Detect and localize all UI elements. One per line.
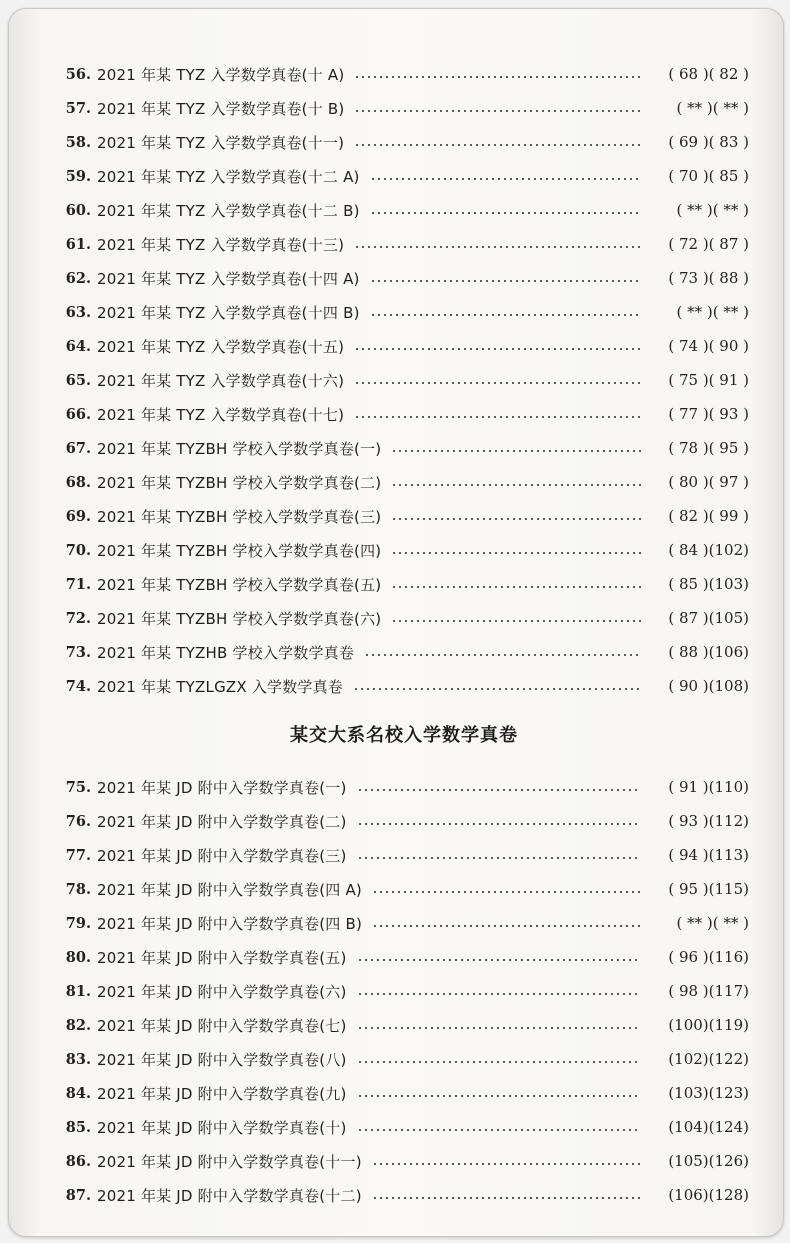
entry-title: 2021 年某 TYZ 入学数学真卷(十 B) — [97, 99, 345, 118]
dot-leader — [354, 348, 641, 350]
dot-leader — [364, 654, 641, 656]
toc-entry — [49, 329, 749, 363]
dot-leader — [391, 484, 641, 486]
document-page — [8, 8, 784, 1237]
entry-title: 2021 年某 TYZBH 学校入学数学真卷(五) — [97, 575, 382, 594]
entry-number: 56. — [65, 65, 91, 83]
entry-pages: (106)(128) — [668, 1186, 749, 1204]
dot-leader — [357, 1027, 641, 1029]
entry-number: 61. — [65, 235, 91, 253]
entry-title: 2021 年某 JD 附中入学数学真卷(四 A) — [97, 880, 362, 899]
entry-pages: ( 96 )(116) — [668, 948, 749, 966]
entry-pages: ( ** )( ** ) — [676, 201, 749, 219]
entry-title: 2021 年某 JD 附中入学数学真卷(十一) — [97, 1152, 362, 1171]
entry-number: 76. — [65, 812, 91, 830]
entry-title: 2021 年某 JD 附中入学数学真卷(八) — [97, 1050, 347, 1069]
entry-title: 2021 年某 JD 附中入学数学真卷(十二) — [97, 1186, 362, 1205]
entry-number: 81. — [65, 982, 91, 1000]
entry-pages: ( 72 )( 87 ) — [668, 235, 749, 253]
entry-number: 58. — [65, 133, 91, 151]
entry-number: 80. — [65, 948, 91, 966]
entry-number: 87. — [65, 1186, 91, 1204]
entry-title: 2021 年某 TYZ 入学数学真卷(十 A) — [97, 65, 345, 84]
entry-pages: ( 75 )( 91 ) — [668, 371, 749, 389]
entry-title: 2021 年某 TYZ 入学数学真卷(十六) — [97, 371, 345, 390]
entry-title: 2021 年某 JD 附中入学数学真卷(十) — [97, 1118, 347, 1137]
entry-pages: ( 74 )( 90 ) — [668, 337, 749, 355]
entry-number: 70. — [65, 541, 91, 559]
entry-pages: ( 94 )(113) — [668, 846, 749, 864]
entry-number: 79. — [65, 914, 91, 932]
entry-title: 2021 年某 TYZ 入学数学真卷(十四 B) — [97, 303, 360, 322]
toc-entry — [49, 669, 749, 703]
dot-leader — [354, 144, 641, 146]
entry-number: 84. — [65, 1084, 91, 1102]
entry-title: 2021 年某 TYZ 入学数学真卷(十二 A) — [97, 167, 360, 186]
entry-title: 2021 年某 TYZ 入学数学真卷(十四 A) — [97, 269, 360, 288]
toc-entry — [49, 567, 749, 601]
entry-pages: ( 90 )(108) — [668, 677, 749, 695]
entry-number: 60. — [65, 201, 91, 219]
entry-title: 2021 年某 TYZ 入学数学真卷(十二 B) — [97, 201, 360, 220]
entry-title: 2021 年某 TYZ 入学数学真卷(十五) — [97, 337, 345, 356]
entry-pages: ( 82 )( 99 ) — [668, 507, 749, 525]
toc-entry — [49, 57, 749, 91]
dot-leader — [357, 823, 641, 825]
entry-title: 2021 年某 JD 附中入学数学真卷(四 B) — [97, 914, 363, 933]
dot-leader — [357, 993, 641, 995]
toc-entry — [49, 770, 749, 804]
entry-title: 2021 年某 TYZBH 学校入学数学真卷(三) — [97, 507, 382, 526]
entry-pages: (104)(124) — [668, 1118, 749, 1136]
entry-number: 68. — [65, 473, 91, 491]
dot-leader — [370, 178, 641, 180]
entry-number: 66. — [65, 405, 91, 423]
entry-pages: ( 77 )( 93 ) — [668, 405, 749, 423]
toc-entry — [49, 295, 749, 329]
toc-entry — [49, 838, 749, 872]
toc-entry — [49, 533, 749, 567]
dot-leader — [354, 382, 641, 384]
dot-leader — [370, 280, 641, 282]
toc-entry — [49, 1076, 749, 1110]
toc-entry — [49, 1178, 749, 1212]
toc-entry — [49, 91, 749, 125]
toc-entry — [49, 159, 749, 193]
entry-title: 2021 年某 TYZ 入学数学真卷(十一) — [97, 133, 345, 152]
entry-title: 2021 年某 TYZ 入学数学真卷(十七) — [97, 405, 345, 424]
dot-leader — [354, 416, 641, 418]
entry-title: 2021 年某 TYZBH 学校入学数学真卷(四) — [97, 541, 382, 560]
toc-entry — [49, 1144, 749, 1178]
dot-leader — [357, 789, 641, 791]
entry-title: 2021 年某 TYZBH 学校入学数学真卷(一) — [97, 439, 382, 458]
dot-leader — [353, 688, 641, 690]
entry-pages: ( 85 )(103) — [668, 575, 749, 593]
dot-leader — [391, 450, 641, 452]
entry-number: 83. — [65, 1050, 91, 1068]
toc-entry — [49, 601, 749, 635]
dot-leader — [357, 1129, 641, 1131]
entry-pages: ( 91 )(110) — [668, 778, 749, 796]
entry-pages: ( 84 )(102) — [668, 541, 749, 559]
toc-entry — [49, 397, 749, 431]
entry-number: 63. — [65, 303, 91, 321]
dot-leader — [372, 1163, 641, 1165]
dot-leader — [357, 959, 641, 961]
toc-list-tyz — [49, 57, 749, 703]
toc-entry — [49, 227, 749, 261]
toc-entry — [49, 974, 749, 1008]
entry-pages: ( 78 )( 95 ) — [668, 439, 749, 457]
entry-pages: ( 80 )( 97 ) — [668, 473, 749, 491]
entry-number: 73. — [65, 643, 91, 661]
entry-pages: ( 69 )( 83 ) — [668, 133, 749, 151]
dot-leader — [391, 518, 641, 520]
entry-pages: (103)(123) — [668, 1084, 749, 1102]
entry-title: 2021 年某 TYZBH 学校入学数学真卷(六) — [97, 609, 382, 628]
toc-entry — [49, 465, 749, 499]
toc-entry — [49, 906, 749, 940]
entry-title: 2021 年某 TYZLGZX 入学数学真卷 — [97, 677, 344, 696]
dot-leader — [391, 620, 641, 622]
entry-number: 64. — [65, 337, 91, 355]
entry-number: 77. — [65, 846, 91, 864]
entry-pages: (100)(119) — [668, 1016, 749, 1034]
entry-number: 67. — [65, 439, 91, 457]
dot-leader — [372, 1197, 641, 1199]
entry-pages: ( 70 )( 85 ) — [668, 167, 749, 185]
toc-entry — [49, 872, 749, 906]
entry-number: 57. — [65, 99, 91, 117]
entry-title: 2021 年某 JD 附中入学数学真卷(三) — [97, 846, 347, 865]
entry-number: 65. — [65, 371, 91, 389]
entry-title: 2021 年某 TYZBH 学校入学数学真卷(二) — [97, 473, 382, 492]
entry-number: 69. — [65, 507, 91, 525]
toc-entry — [49, 804, 749, 838]
entry-pages: ( ** )( ** ) — [676, 914, 749, 932]
entry-number: 74. — [65, 677, 91, 695]
entry-title: 2021 年某 JD 附中入学数学真卷(五) — [97, 948, 347, 967]
entry-title: 2021 年某 JD 附中入学数学真卷(六) — [97, 982, 347, 1001]
entry-title: 2021 年某 JD 附中入学数学真卷(七) — [97, 1016, 347, 1035]
dot-leader — [372, 891, 641, 893]
dot-leader — [391, 586, 641, 588]
dot-leader — [357, 1061, 641, 1063]
entry-title: 2021 年某 TYZ 入学数学真卷(十三) — [97, 235, 345, 254]
dot-leader — [354, 76, 641, 78]
entry-pages: ( 68 )( 82 ) — [668, 65, 749, 83]
entry-title: 2021 年某 JD 附中入学数学真卷(一) — [97, 778, 347, 797]
entry-pages: (102)(122) — [668, 1050, 749, 1068]
entry-pages: ( 93 )(112) — [668, 812, 749, 830]
entry-number: 71. — [65, 575, 91, 593]
entry-number: 82. — [65, 1016, 91, 1034]
dot-leader — [370, 314, 641, 316]
toc-entry — [49, 193, 749, 227]
entry-number: 86. — [65, 1152, 91, 1170]
toc-entry — [49, 261, 749, 295]
entry-pages: ( 87 )(105) — [668, 609, 749, 627]
entry-title: 2021 年某 TYZHB 学校入学数学真卷 — [97, 643, 355, 662]
toc-entry — [49, 499, 749, 533]
entry-title: 2021 年某 JD 附中入学数学真卷(二) — [97, 812, 347, 831]
entry-number: 72. — [65, 609, 91, 627]
toc-entry — [49, 363, 749, 397]
toc-entry — [49, 1008, 749, 1042]
entry-pages: ( 98 )(117) — [668, 982, 749, 1000]
entry-pages: ( 95 )(115) — [668, 880, 749, 898]
entry-number: 85. — [65, 1118, 91, 1136]
entry-title: 2021 年某 JD 附中入学数学真卷(九) — [97, 1084, 347, 1103]
dot-leader — [354, 246, 641, 248]
dot-leader — [354, 110, 641, 112]
entry-pages: ( 73 )( 88 ) — [668, 269, 749, 287]
entry-pages: (105)(126) — [668, 1152, 749, 1170]
toc-entry — [49, 1110, 749, 1144]
entry-number: 78. — [65, 880, 91, 898]
entry-number: 75. — [65, 778, 91, 796]
toc-entry — [49, 635, 749, 669]
toc-entry — [49, 125, 749, 159]
toc-entry — [49, 431, 749, 465]
section-heading: 某交大系名校入学数学真卷 — [290, 725, 518, 746]
entry-number: 59. — [65, 167, 91, 185]
dot-leader — [391, 552, 641, 554]
entry-number: 62. — [65, 269, 91, 287]
entry-pages: ( 88 )(106) — [668, 643, 749, 661]
toc-entry — [49, 1042, 749, 1076]
dot-leader — [357, 1095, 641, 1097]
toc-entry — [49, 940, 749, 974]
toc-list-jd — [49, 770, 749, 1212]
entry-pages: ( ** )( ** ) — [676, 99, 749, 117]
dot-leader — [370, 212, 641, 214]
entry-pages: ( ** )( ** ) — [676, 303, 749, 321]
dot-leader — [372, 925, 641, 927]
dot-leader — [357, 857, 641, 859]
